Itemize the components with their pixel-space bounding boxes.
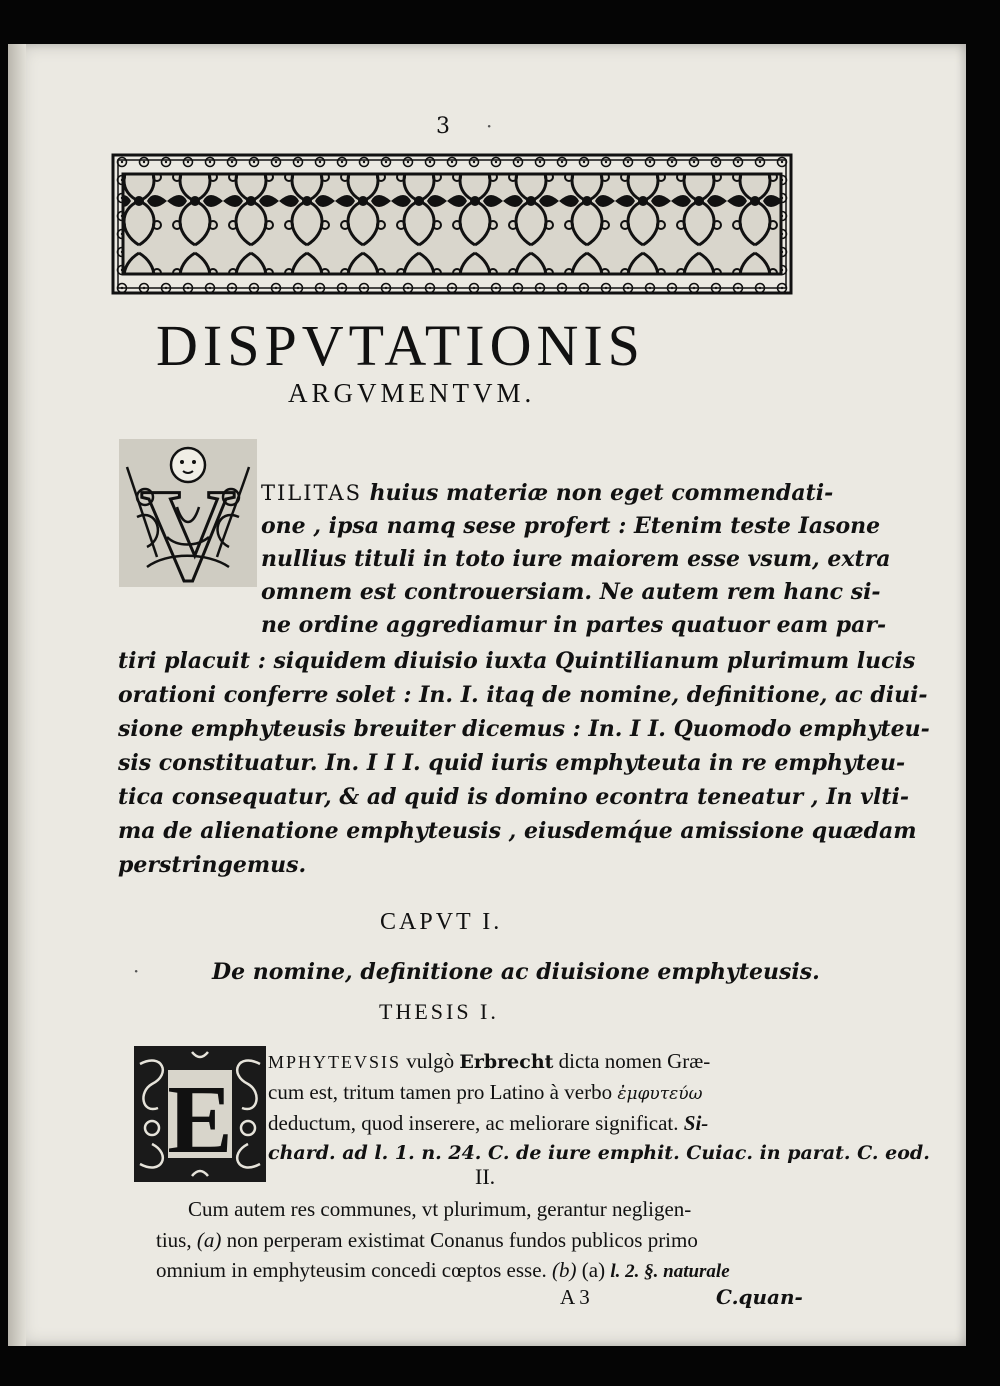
disputation-subtitle: ARGVMENTVM. (288, 378, 536, 408)
page-number-mark: · (486, 114, 493, 138)
thesis1-line-3-text: deductum, quod inserere, ac meliorare significat. (268, 1111, 684, 1135)
argument-line-7: orationi conferre solet : In. I. itaq̧ de nomine, definitione, ac diui- (118, 682, 928, 708)
disputation-title: DISPVTATIONIS (156, 313, 645, 378)
thesis2-line-3-pre: omnium in emphyteusim concedi cœptos esse. (156, 1258, 553, 1282)
argument-line-8: sione emphyteusis breuiter dicemus : In. I I. Quomodo emphyteu- (118, 716, 930, 742)
argument-line-12: perstringemus. (118, 852, 307, 878)
thesis2-line-1: Cum autem res communes, vt plurimum, gerantur negligen- (188, 1197, 692, 1221)
initial-v-letter: V (140, 461, 236, 589)
argument-line-5: ne ordine aggrediamur in partes quatuor eam par- (261, 612, 887, 638)
initial-e-letter: E (167, 1066, 233, 1174)
woodcut-initial-e (132, 1044, 268, 1184)
thesis2-line-3 (156, 1258, 730, 1283)
argument-line-6: tiri placuit : siquidem diuisio iuxta Quintilianum plurimum lucis (118, 648, 916, 674)
argument-line-3: nullius tituli in toto iure maiorem esse vsum, extra (261, 546, 891, 572)
thesis1-blackletter: Erbrecht (459, 1051, 554, 1073)
thesis2-line-3-italic: l. 2. §. naturale (610, 1261, 730, 1282)
thesis1-line-3-italic: Si- (683, 1111, 709, 1135)
thesis1-line-1 (268, 1049, 710, 1074)
thesis2-label: II. (475, 1164, 496, 1189)
thesis1-line-2 (268, 1080, 702, 1105)
footnote-ref-a: (a) (196, 1228, 222, 1252)
thesis1-greek: ἐμφυτεύω (617, 1084, 703, 1104)
thesis2-line-2 (156, 1228, 698, 1253)
thesis1-line-1-pre: vulgò (401, 1049, 460, 1073)
thesis2-line-3-mid: (a) (576, 1258, 611, 1282)
thesis2-line-2-pre: tius, (156, 1228, 197, 1252)
footnote-ref-b: (b) (552, 1258, 577, 1282)
argument-line-1 (261, 480, 833, 506)
thesis-heading: THESIS I. (379, 999, 499, 1024)
argument-line-1-text: huius materiæ non eget commendati- (361, 480, 834, 506)
page-gutter-shadow (8, 44, 26, 1346)
catchword: C.quan- (716, 1285, 803, 1309)
thesis2-line-2-post: non perperam existimat Conanus fundos publicos primo (221, 1228, 698, 1252)
argument-line-2: one , ipsa namq̧ sese profert : Etenim teste Iasone (261, 513, 881, 539)
woodcut-initial-v (117, 437, 259, 589)
thesis1-line-3 (268, 1111, 708, 1136)
argument-line-10: tica consequatur, & ad quid is domino econtra teneatur , In vlti- (118, 784, 909, 810)
thesis1-smallcaps: MPHYTEVSIS (268, 1052, 402, 1072)
argument-smallcaps: TILITAS (261, 481, 362, 505)
argument-line-4: omnem est controuersiam. Ne autem rem hanc si- (261, 579, 881, 605)
argument-line-11: ma de alienatione emphyteusis , eiusdemq́ue amissione quædam (118, 818, 917, 844)
thesis1-line-1-post: dicta nomen Græ- (553, 1049, 711, 1073)
argument-line-9: sis constituatur. In. I I I. quid iuris emphyteuta in re emphyteu- (118, 750, 906, 776)
ornamental-headpiece (111, 153, 793, 295)
thesis1-line-2-text: cum est, tritum tamen pro Latino à verbo (268, 1080, 618, 1104)
chapter-subtitle: De nomine, definitione ac diuisione emphyteusis. (212, 959, 820, 985)
signature-mark: A 3 (560, 1285, 590, 1309)
page-number: 3 (436, 114, 450, 139)
margin-mark: · (133, 959, 140, 983)
chapter-heading: CAPVT I. (380, 909, 503, 935)
thesis1-line-4: chard. ad l. 1. n. 24. C. de iure emphit. Cuiac. in parat. C. eod. (268, 1142, 930, 1164)
book-page (8, 44, 966, 1346)
